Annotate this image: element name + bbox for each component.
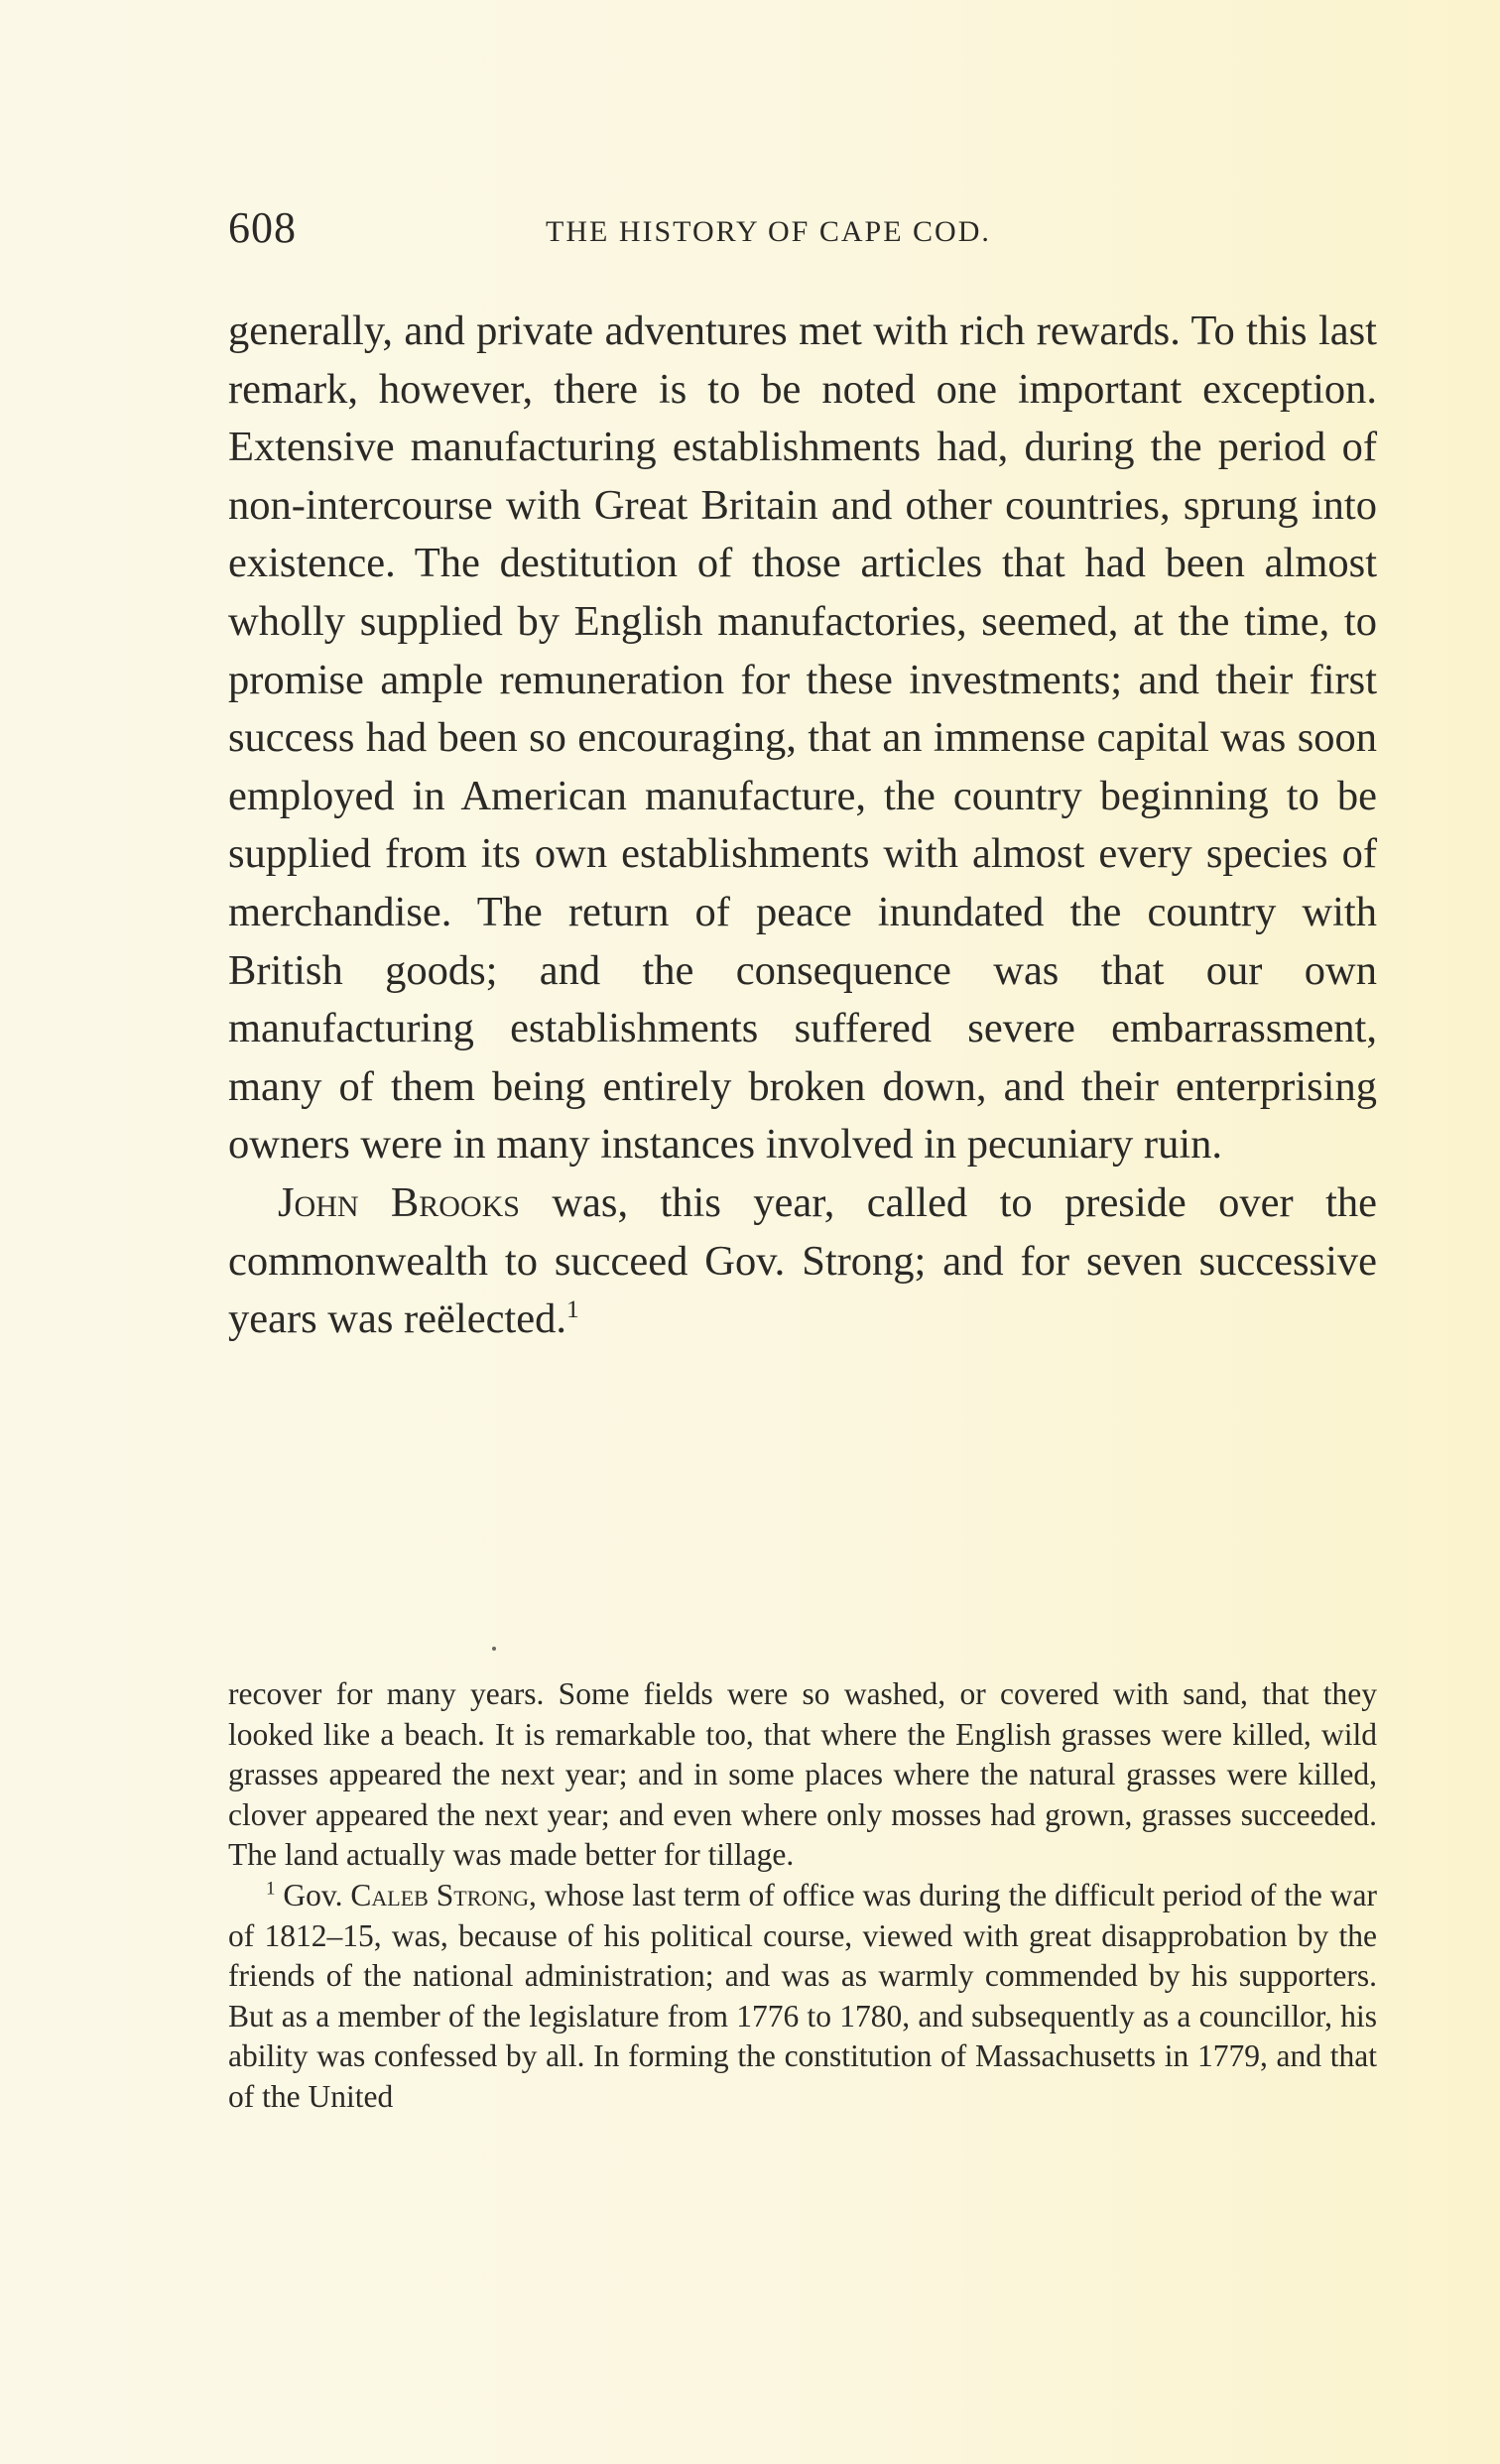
footnotes (228, 1674, 1377, 2118)
footnote-marker: 1 (266, 1878, 276, 1900)
person-name: Caleb Strong (350, 1877, 530, 1912)
person-name: John Brooks (278, 1178, 520, 1226)
stray-mark (492, 1647, 496, 1651)
footnote (228, 1876, 1377, 2118)
footnote-prefix: Gov. (275, 1877, 351, 1912)
running-head: THE HISTORY OF CAPE COD. (546, 215, 991, 248)
footnote-text: , whose last term of office was during the difficult period of the war of 1812–15, was, because of his political course, viewed with great disapprobation by the friends of the national administration; and was as warmly commended by his supporters. But as a member of the legislature from 1776 to 1780, and subsequently as a councillor, his ability was confessed by all. In forming the constitution of Massachusetts in 1779, and that of the United (228, 1877, 1377, 2114)
footnote-continued: recover for many years. Some fields were so washed, or covered with sand, that they looked like a beach. It is remarkable too, that where the English grasses were killed, wild grasses appeared the next year; and in some places where the natural grasses were killed, clover appeared the next year; and even where only mosses had grown, grasses succeeded. The land actually was made better for tillage. (228, 1676, 1377, 1873)
body-text (228, 303, 1377, 1349)
body-paragraph (228, 1174, 1377, 1349)
footnote-reference: 1 (565, 1294, 579, 1323)
body-paragraph: generally, and private adventures met with rich rewards. To this last remark, however, there is to be noted one important exception. Extensive manufacturing establishments had, during the period of non-intercourse with Great Britain and other countries, sprung into existence. The destitution of those articles that had been almost wholly supplied by English manufactories, seemed, at the time, to promise ample remuneration for these investments; and their first success had been so encouraging, that an immense capital was soon employed in American manufacture, the country beginning to be supplied from its own establishments with almost every species of merchandise. The return of peace inundated the country with British goods; and the consequence was that our own manufacturing establishments suffered severe embarrassment, many of them being entirely broken down, and their enterprising owners were in many instances involved in pecuniary ruin. (228, 308, 1377, 1169)
page-number: 608 (228, 203, 297, 252)
page-header (228, 202, 1379, 262)
paragraph-text: was, this year, called to preside over the commonwealth to succeed Gov. Strong; and for seven successive years was reëlected. (228, 1178, 1377, 1343)
